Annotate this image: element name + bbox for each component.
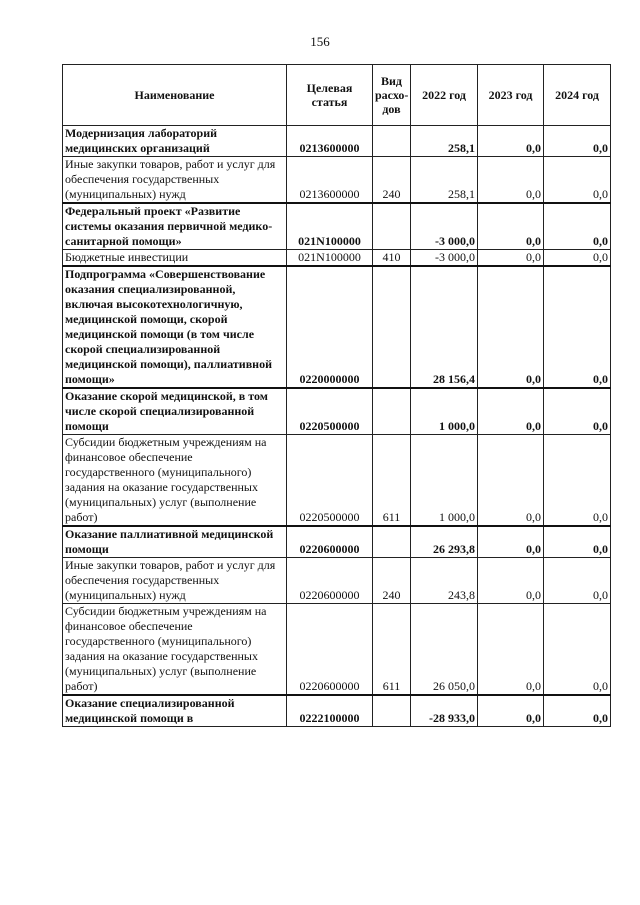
row-name: Федеральный проект «Развитие системы оказания первичной медико-санитарной помощи»	[63, 203, 287, 250]
row-value-2024: 0,0	[544, 558, 611, 604]
row-target-code: 0220600000	[287, 526, 373, 558]
table-header-row	[63, 65, 611, 126]
row-value-2022: 28 156,4	[411, 266, 478, 388]
header-target-article: Целевая статья	[287, 65, 373, 126]
row-value-2022: 26 293,8	[411, 526, 478, 558]
row-name: Иные закупки товаров, работ и услуг для обеспечения государственных (муниципальных) нужд	[63, 558, 287, 604]
row-expense-type: 611	[373, 435, 411, 527]
header-2023: 2023 год	[478, 65, 544, 126]
row-expense-type: 240	[373, 558, 411, 604]
row-expense-type	[373, 126, 411, 157]
header-2022: 2022 год	[411, 65, 478, 126]
row-expense-type	[373, 388, 411, 435]
row-target-code: 0220600000	[287, 558, 373, 604]
row-value-2023: 0,0	[478, 388, 544, 435]
header-expense-type: Вид расхо-дов	[373, 65, 411, 126]
row-target-code: 021N100000	[287, 250, 373, 267]
row-name: Бюджетные инвестиции	[63, 250, 287, 267]
row-value-2024: 0,0	[544, 604, 611, 696]
row-expense-type: 410	[373, 250, 411, 267]
row-value-2024: 0,0	[544, 695, 611, 727]
row-target-code: 0220500000	[287, 388, 373, 435]
row-value-2024: 0,0	[544, 203, 611, 250]
table-row	[63, 203, 611, 250]
row-value-2023: 0,0	[478, 695, 544, 727]
row-expense-type	[373, 266, 411, 388]
table-row	[63, 604, 611, 696]
row-value-2024: 0,0	[544, 526, 611, 558]
row-expense-type: 611	[373, 604, 411, 696]
row-name: Оказание паллиативной медицинской помощи	[63, 526, 287, 558]
table-row	[63, 558, 611, 604]
row-value-2023: 0,0	[478, 203, 544, 250]
row-value-2022: 258,1	[411, 157, 478, 204]
row-target-code: 0213600000	[287, 157, 373, 204]
row-target-code: 021N100000	[287, 203, 373, 250]
row-value-2023: 0,0	[478, 157, 544, 204]
row-value-2022: -28 933,0	[411, 695, 478, 727]
row-target-code: 0220000000	[287, 266, 373, 388]
row-expense-type	[373, 526, 411, 558]
row-name: Подпрограмма «Совершенствование оказания специализированной, включая высокотехнологичную, медицинской помощи, скорой медицинской помощи (в том числе скорой специализированной медицинской помощи), паллиативной помощи»	[63, 266, 287, 388]
row-name: Субсидии бюджетным учреждениям на финансовое обеспечение государственного (муниципального) задания на оказание государственных (муниципальных) услуг (выполнение работ)	[63, 604, 287, 696]
table-row	[63, 695, 611, 727]
table-row	[63, 388, 611, 435]
page-number: 156	[310, 34, 330, 49]
row-target-code: 0220600000	[287, 604, 373, 696]
table-row	[63, 250, 611, 267]
row-target-code: 0222100000	[287, 695, 373, 727]
row-value-2022: 243,8	[411, 558, 478, 604]
table-row	[63, 126, 611, 157]
row-name: Субсидии бюджетным учреждениям на финансовое обеспечение государственного (муниципального) задания на оказание государственных (муниципальных) услуг (выполнение работ)	[63, 435, 287, 527]
row-value-2023: 0,0	[478, 250, 544, 267]
row-value-2024: 0,0	[544, 157, 611, 204]
row-value-2022: 1 000,0	[411, 435, 478, 527]
budget-table	[62, 64, 611, 727]
header-2024: 2024 год	[544, 65, 611, 126]
row-value-2022: 258,1	[411, 126, 478, 157]
row-value-2023: 0,0	[478, 126, 544, 157]
row-value-2024: 0,0	[544, 435, 611, 527]
row-value-2023: 0,0	[478, 266, 544, 388]
row-value-2024: 0,0	[544, 250, 611, 267]
row-name: Иные закупки товаров, работ и услуг для обеспечения государственных (муниципальных) нужд	[63, 157, 287, 204]
row-value-2022: 26 050,0	[411, 604, 478, 696]
table-row	[63, 435, 611, 527]
row-expense-type	[373, 203, 411, 250]
row-value-2023: 0,0	[478, 526, 544, 558]
table-row	[63, 526, 611, 558]
row-value-2024: 0,0	[544, 126, 611, 157]
row-target-code: 0213600000	[287, 126, 373, 157]
table-row	[63, 157, 611, 204]
header-name: Наименование	[63, 65, 287, 126]
row-value-2024: 0,0	[544, 266, 611, 388]
row-expense-type: 240	[373, 157, 411, 204]
row-value-2023: 0,0	[478, 604, 544, 696]
row-name: Модернизация лабораторий медицинских организаций	[63, 126, 287, 157]
row-value-2022: -3 000,0	[411, 250, 478, 267]
row-value-2022: -3 000,0	[411, 203, 478, 250]
row-expense-type	[373, 695, 411, 727]
table-row	[63, 266, 611, 388]
row-value-2024: 0,0	[544, 388, 611, 435]
row-name: Оказание скорой медицинской, в том числе скорой специализированной помощи	[63, 388, 287, 435]
row-value-2022: 1 000,0	[411, 388, 478, 435]
row-value-2023: 0,0	[478, 558, 544, 604]
row-value-2023: 0,0	[478, 435, 544, 527]
table-body	[63, 126, 611, 727]
row-target-code: 0220500000	[287, 435, 373, 527]
row-name: Оказание специализированной медицинской помощи в	[63, 695, 287, 727]
